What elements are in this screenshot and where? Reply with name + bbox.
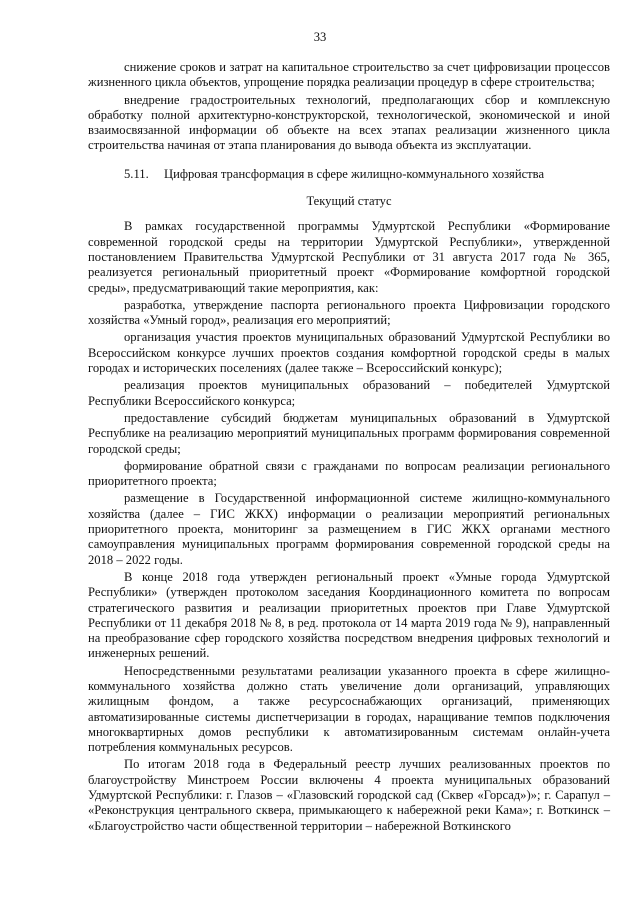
- subheading: Текущий статус: [306, 194, 392, 209]
- section-heading: [88, 167, 610, 182]
- paragraph: размещение в Государственной информационной системе жилищно-коммунального хозяйства (далее – ГИС ЖКХ) информации о реализации мероприятий региональных приоритетного проекта, мониторинг за размещением в ГИС ЖКХ органами местного самоуправления муниципальных программ формирования современной городской среды на 2018 – 2022 годы.: [88, 491, 610, 567]
- paragraph: предоставление субсидий бюджетам муниципальных образований в Удмуртской Республике на реализацию мероприятий муниципальных программ формирования современной городской среды;: [88, 410, 610, 456]
- paragraph: Непосредственными результатами реализации указанного проекта в сфере жилищно-коммунального хозяйства должно стать увеличение доли организаций, управляющих жилищным фондом, а также ресурсоснабжающих организаций, применяющих автоматизированные системы диспетчеризации в городах, наращивание темпов подключения многоквартирных домов республики к автоматизированным системам онлайн-учета потребления коммунальных ресурсов.: [88, 663, 610, 755]
- document-body: [88, 60, 610, 836]
- section-title: Цифровая трансформация в сфере жилищно-коммунального хозяйства: [164, 166, 545, 181]
- paragraph: снижение сроков и затрат на капитальное строительство за счет цифровизации процессов жизненного цикла объектов, упрощение порядка реализации процедур в сфере строительства;: [88, 60, 610, 90]
- paragraph: организация участия проектов муниципальных образований Удмуртской Республики во Всероссийском конкурсе лучших проектов создания комфортной городской среды в малых городах и исторических поселениях (далее также – Всероссийский конкурс);: [88, 330, 610, 376]
- section-number: 5.11.: [124, 166, 149, 181]
- paragraph: В рамках государственной программы Удмуртской Республики «Формирование современной городской среды на территории Удмуртской Республики», утвержденной постановлением Правительства Удмуртской Республики от 31 августа 2017 года № 365, реализуется региональный приоритетный проект «Формирование комфортной городской среды», предусматривающий такие мероприятия, как:: [88, 219, 610, 295]
- paragraph: реализация проектов муниципальных образований – победителей Удмуртской Республики Всероссийского конкурса;: [88, 378, 610, 408]
- page-number: 33: [313, 30, 327, 44]
- paragraph: внедрение градостроительных технологий, предполагающих сбор и комплексную обработку полной архитектурно-конструкторской, технологической, экономической и иной взаимосвязанной информации об объекте на всех этапах реализации жизненного цикла строительства начиная от этапа планирования до вывода объекта из эксплуатации.: [88, 92, 610, 153]
- paragraph: По итогам 2018 года в Федеральный реестр лучших реализованных проектов по благоустройству Минстроем России включены 4 проекта муниципальных образований Удмуртской Республики: г. Глазов – «Глазовский городской сад (Сквер «Горсад»)»; г. Сарапул – «Реконструкция центрального сквера, примыкающего к набережной реки Кама»; г. Воткинск – «Благоустройство части общественной территории – набережной Воткинского: [88, 757, 610, 833]
- paragraph: В конце 2018 года утвержден региональный проект «Умные города Удмуртской Республики» (утвержден протоколом заседания Координационного комитета по вопросам стратегического развития и реализации приоритетных проектов при Главе Удмуртской Республики от 11 декабря 2018 № 8, в ред. протокола от 14 марта 2019 года № 9), направленный на преобразование сфер городского хозяйства посредством внедрения цифровых технологий и инженерных решений.: [88, 569, 610, 661]
- paragraph: разработка, утверждение паспорта регионального проекта Цифровизации городского хозяйства «Умный город», реализация его мероприятий;: [88, 297, 610, 328]
- paragraph: формирование обратной связи с гражданами по вопросам реализации регионального приоритетного проекта;: [88, 458, 610, 489]
